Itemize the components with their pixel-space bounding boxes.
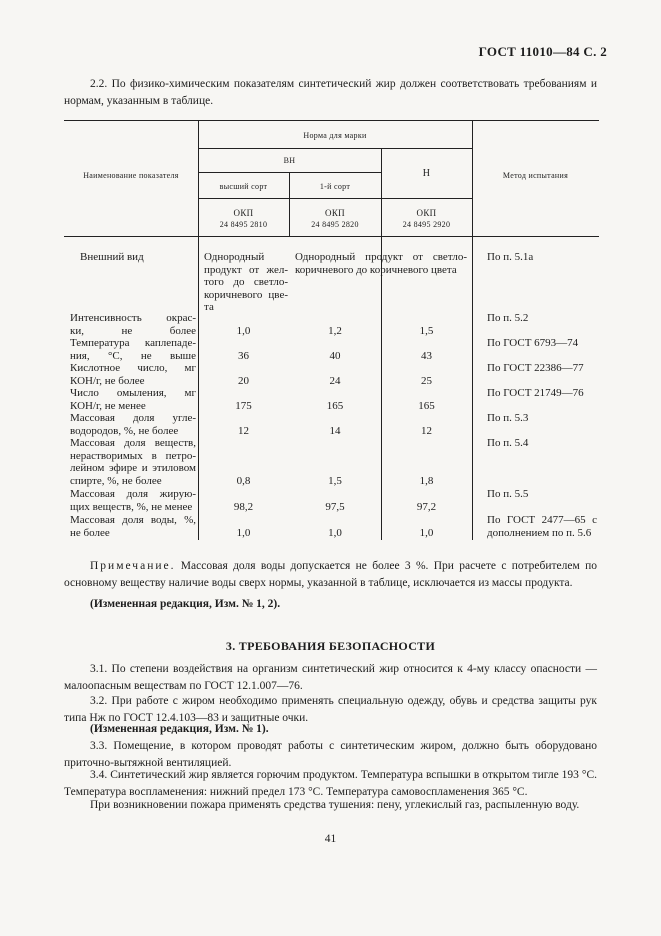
- row-name-hydrocarbons: [70, 412, 196, 437]
- name-line: Число омыления, мг: [70, 387, 196, 399]
- row-name-fatty-substances: [70, 488, 196, 513]
- value-grade-top: 20: [238, 375, 249, 387]
- norm-header: Норма для марки: [303, 131, 367, 140]
- method-line: По ГОСТ 6793—74: [487, 337, 579, 349]
- value-grade-n: 1,8: [419, 475, 434, 487]
- value-grade-n: 97,2: [416, 501, 437, 513]
- method-line: По п. 5.1а: [487, 251, 534, 263]
- method-cell: [487, 437, 597, 450]
- value-grade-n: 12: [421, 425, 432, 437]
- text-line: продукт от жел-: [204, 263, 288, 276]
- table-note: [64, 558, 597, 592]
- row-name-drop-point: [70, 337, 196, 362]
- appearance-grade-top: [204, 251, 288, 314]
- name-line: Массовая доля веществ,: [70, 437, 196, 449]
- method-header: Метод испытания: [502, 171, 569, 180]
- text-line: Однородный продукт от светло-: [295, 251, 467, 263]
- paragraph-3-1: 3.1. По степени воздействия на организм синтетический жир относится к 4-му классу опасности — малоопасным веществам по ГОСТ 12.1.007—76.: [64, 663, 597, 692]
- value-grade-top: 1,0: [236, 325, 251, 337]
- paragraph-3-4: 3.4. Синтетический жир является горючим продуктом. Температура вспышки в открытом тигле 193 °С. Температура воспламенения: нижний предел 173 °С. Температура самовоспламенения 365 °С.: [64, 769, 597, 798]
- value-grade-first: 14: [329, 425, 341, 437]
- method-cell: [487, 488, 597, 501]
- okp-code: 24 8495 2810: [219, 220, 268, 229]
- value-grade-first: 1,2: [328, 325, 342, 337]
- grade-top-header: высший сорт: [219, 182, 268, 191]
- name-line: Температура каплепаде-: [70, 337, 196, 349]
- amendment-note-1: (Измененная редакция, Изм. № 1, 2).: [90, 598, 281, 610]
- amendment-note-2: (Измененная редакция, Изм. № 1).: [90, 723, 269, 735]
- name-line: ки, не более: [70, 324, 196, 337]
- row-name-color-intensity: [70, 312, 196, 337]
- requirements-table: [64, 120, 599, 540]
- method-cell: [487, 312, 597, 325]
- method-line: По п. 5.4: [487, 437, 529, 449]
- value-grade-top: 98,2: [233, 501, 254, 513]
- table-top-rule: [64, 120, 599, 121]
- name-line: нерастворимых в петро-: [70, 449, 196, 462]
- value-grade-top: 12: [238, 425, 249, 437]
- name-line: щих веществ, %, не менее: [70, 500, 193, 513]
- text-line: коричневого цве-: [204, 288, 288, 301]
- value-grade-top: 36: [238, 350, 249, 362]
- row-name-acid-number: [70, 362, 196, 387]
- name-line: Массовая доля угле-: [70, 412, 196, 424]
- method-line: По ГОСТ 22386—77: [487, 362, 584, 374]
- value-grade-n: 43: [421, 350, 432, 362]
- vn-header: ВН: [283, 156, 296, 165]
- header-bottom-rule: [64, 236, 599, 237]
- value-grade-n: 165: [418, 400, 435, 412]
- okp-label: ОКП: [233, 208, 254, 218]
- text-line: Однородный: [204, 251, 265, 263]
- value-grade-n: 1,0: [419, 527, 434, 539]
- norm-rule: [198, 148, 472, 149]
- value-grade-top: 175: [235, 400, 252, 412]
- note-label: Примечание.: [90, 560, 176, 572]
- value-grade-top: 0,8: [236, 475, 251, 487]
- okp-code: 24 8495 2820: [311, 220, 359, 229]
- name-line: Массовая доля воды, %,: [70, 514, 196, 526]
- value-grade-first: 1,5: [328, 475, 342, 487]
- okp-label: ОКП: [416, 208, 437, 218]
- grade-first-header: 1-й сорт: [319, 182, 351, 191]
- intro-paragraph: 2.2. По физико-химическим показателям синтетический жир должен соответствовать требованиям и нормам, указанным в таблице.: [64, 78, 597, 107]
- paragraph-3-3: 3.3. Помещение, в котором проводят работы с синтетическим жиром, должно быть оборудовано приточно-вытяжной вентиляцией.: [64, 740, 597, 769]
- method-line: дополнением по п. 5.6: [487, 526, 592, 539]
- method-line: По ГОСТ 21749—76: [487, 387, 584, 399]
- row-name-appearance: [80, 251, 192, 264]
- name-line: Кислотное число, мг: [70, 362, 196, 374]
- okp-label: ОКП: [325, 208, 345, 218]
- method-cell: [487, 387, 597, 400]
- method-line: По ГОСТ 2477—65 с: [487, 514, 597, 526]
- method-cell: [487, 514, 597, 539]
- method-line: По п. 5.5: [487, 488, 529, 500]
- col-divider-method: [472, 120, 473, 540]
- row-name-saponification: [70, 387, 196, 412]
- okp-code: 24 8495 2920: [402, 220, 451, 229]
- name-line: Интенсивность окрас-: [70, 312, 196, 324]
- col-name-header: Наименование показателя: [83, 171, 179, 180]
- value-grade-first: 165: [326, 400, 344, 412]
- value-grade-n: 1,5: [419, 325, 434, 337]
- grade-rule: [198, 198, 472, 199]
- note-body: Массовая доля воды допускается не более 3 %. При расчете с потребителем по основному веществу наличие воды сверх нормы, указанной в таблице, исключается из массы продукта.: [64, 560, 597, 589]
- section-3-title: 3. ТРЕБОВАНИЯ БЕЗОПАСНОСТИ: [225, 639, 436, 653]
- paragraph-3-2: 3.2. При работе с жиром необходимо применять специальную одежду, обувь и средства защиты рук типа Нж по ГОСТ 12.4.103—83 и защитные очки.: [64, 695, 597, 724]
- name-line: Массовая доля жирую-: [70, 488, 196, 500]
- value-grade-first: 1,0: [328, 527, 342, 539]
- method-line: По п. 5.2: [487, 312, 529, 324]
- method-cell: [487, 362, 597, 375]
- name-line: КОН/г, не более: [70, 374, 145, 387]
- text-line: коричневого до коричневого цвета: [295, 263, 457, 276]
- value-grade-first: 97,5: [325, 501, 345, 513]
- method-cell: [487, 337, 597, 350]
- method-cell: [487, 251, 597, 264]
- method-cell: [487, 412, 597, 425]
- paragraph-fire: При возникновении пожара применять средства тушения: пену, углекислый газ, распыленную воду.: [90, 799, 580, 811]
- value-grade-first: 24: [329, 375, 341, 387]
- value-grade-first: 40: [329, 350, 341, 362]
- name-line: не более: [70, 526, 110, 539]
- value-grade-top: 1,0: [236, 527, 251, 539]
- appearance-grade-other: [295, 251, 467, 276]
- name-line: Внешний вид: [80, 251, 144, 263]
- text-line: того до светло-: [204, 276, 288, 288]
- name-line: ния, °С, не выше: [70, 349, 196, 362]
- value-grade-n: 25: [421, 375, 432, 387]
- okp-3: [381, 208, 472, 230]
- page-header: ГОСТ 11010—84 С. 2: [478, 44, 607, 59]
- row-name-water-content: [70, 514, 196, 539]
- row-name-insoluble: [70, 437, 196, 487]
- name-line: КОН/г, не менее: [70, 399, 146, 412]
- okp-2: [289, 208, 381, 230]
- name-line: лейном эфире и этиловом: [70, 462, 196, 474]
- okp-1: [198, 208, 289, 230]
- name-line: спирте, %, не более: [70, 474, 162, 487]
- text-line: та: [204, 301, 214, 313]
- n-header: Н: [422, 168, 431, 179]
- name-line: водородов, %, не более: [70, 424, 179, 437]
- method-line: По п. 5.3: [487, 412, 529, 424]
- page-number: 41: [324, 833, 337, 845]
